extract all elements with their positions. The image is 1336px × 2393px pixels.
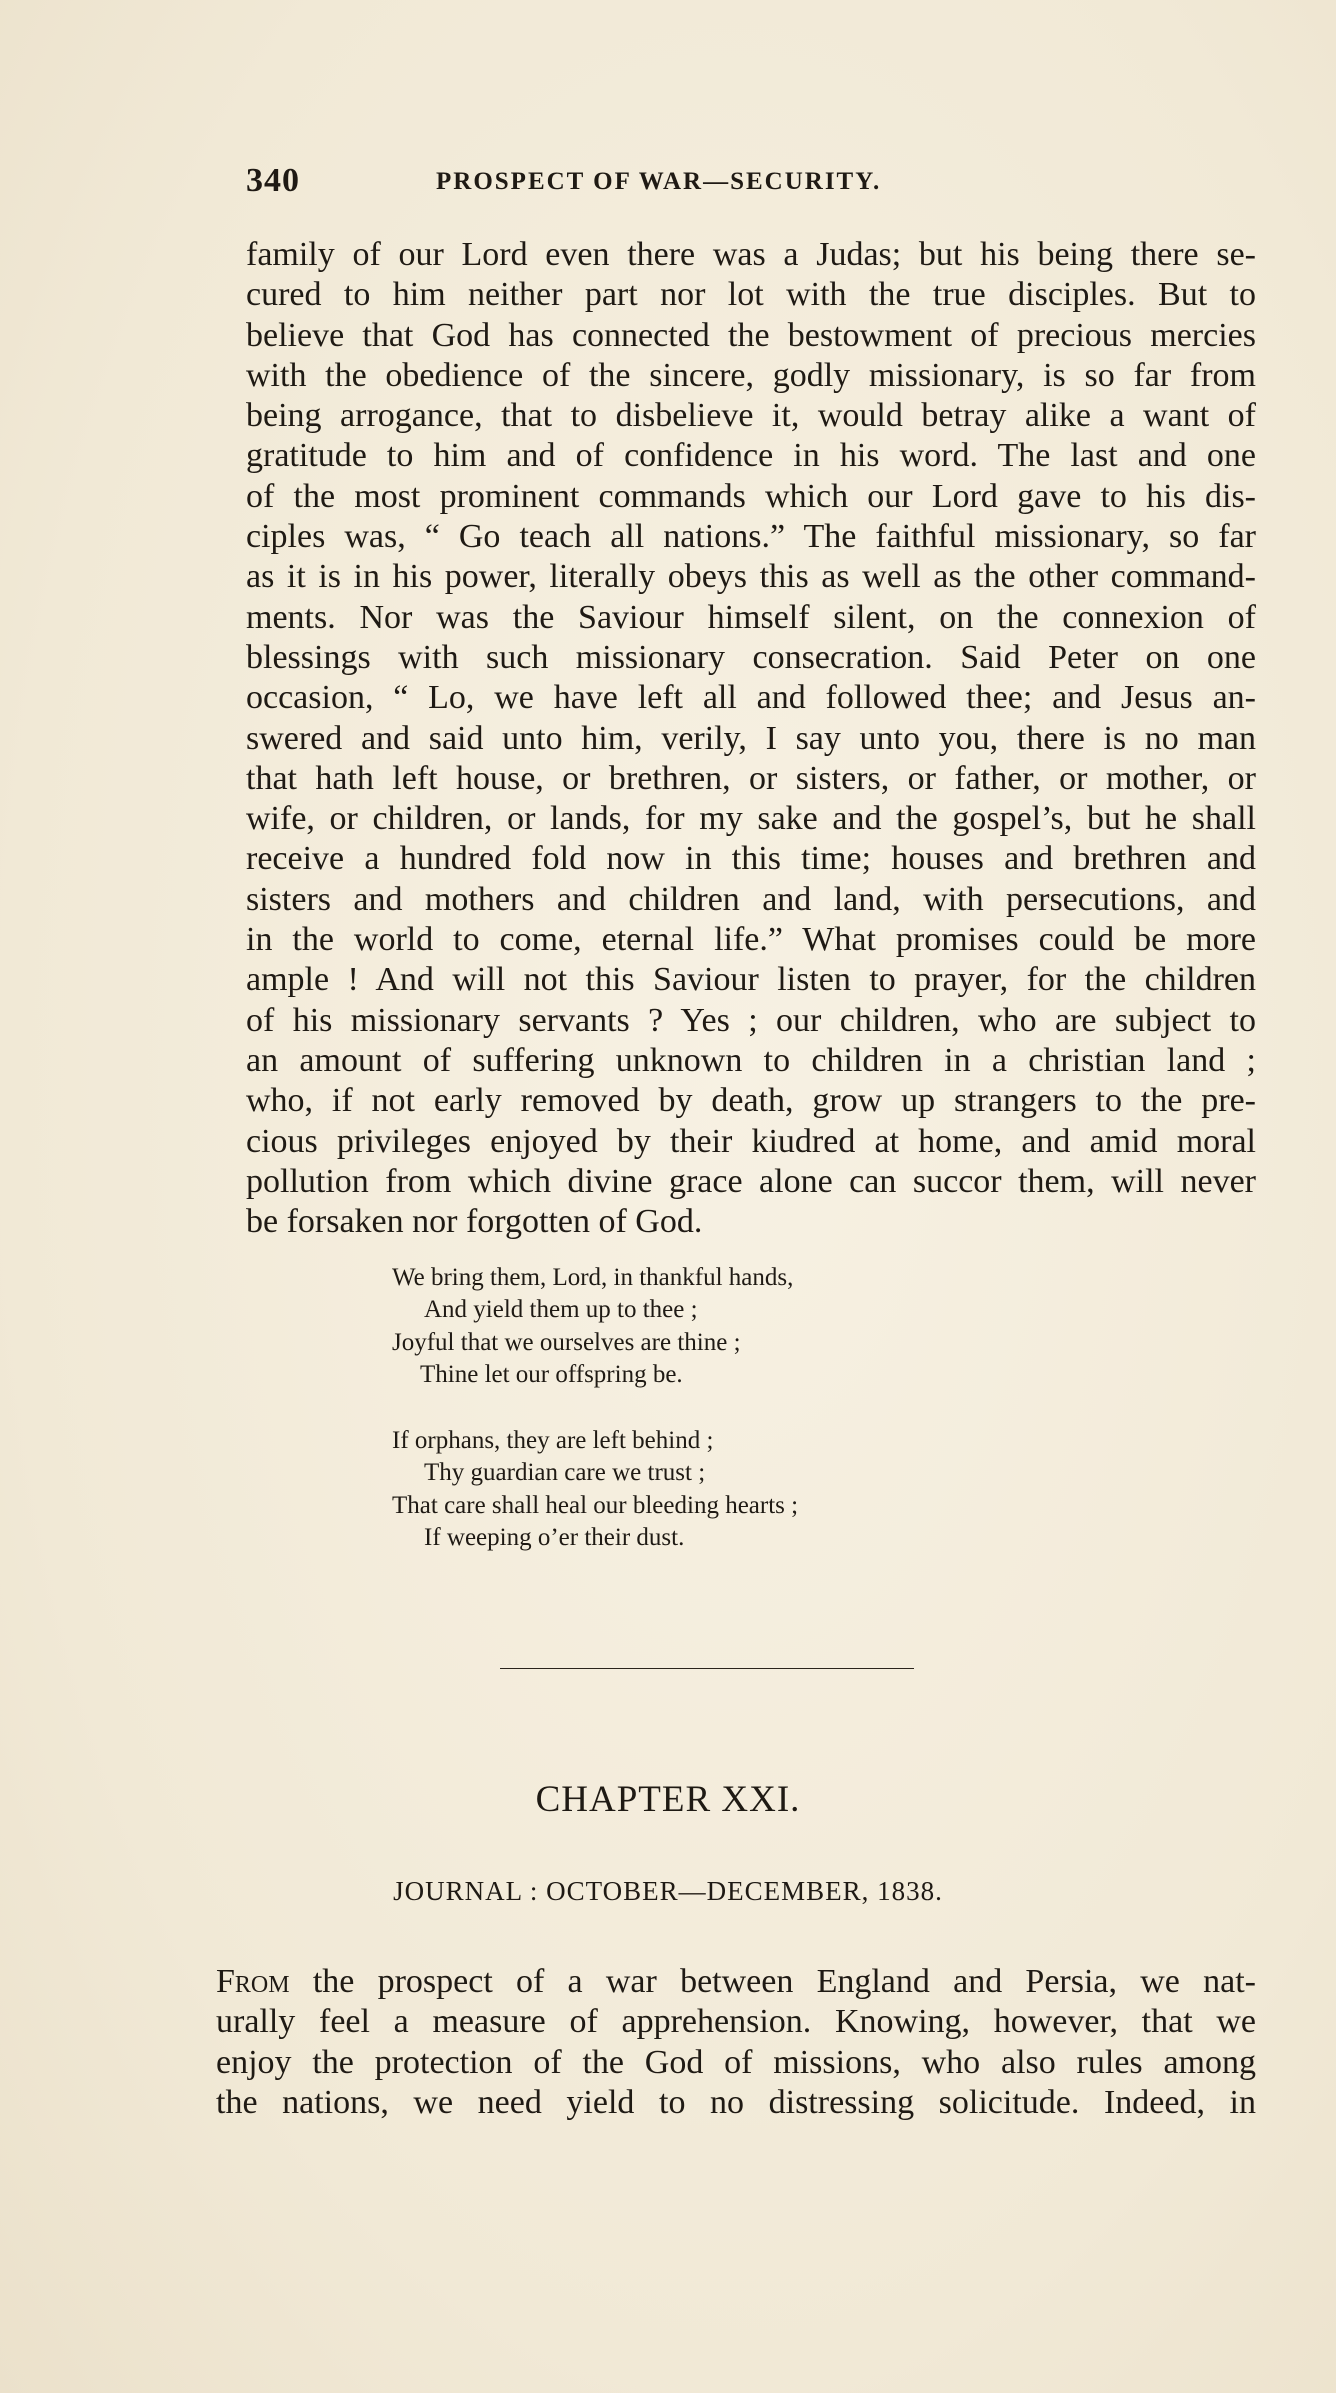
- text-line: swered and said unto him, verily, I say unto you, there is no man: [246, 719, 1256, 757]
- verse-line: And yield them up to thee ;: [424, 1296, 698, 1324]
- verse-line: Thy guardian care we trust ;: [424, 1459, 706, 1487]
- body-text: [246, 235, 1256, 1242]
- text-line: of his missionary servants ? Yes ; our children, who are subject to: [246, 1001, 1256, 1039]
- text-line: of the most prominent commands which our Lord gave to his dis-: [246, 477, 1256, 515]
- text-line: with the obedience of the sincere, godly missionary, is so far from: [246, 356, 1256, 394]
- text-line: family of our Lord even there was a Judas; but his being there se-: [246, 236, 1256, 273]
- verse-line: Thine let our offspring be.: [420, 1360, 683, 1388]
- running-head: PROSPECT OF WAR—SECURITY.: [436, 168, 882, 195]
- text-line: believe that God has connected the bestowment of precious mercies: [246, 316, 1256, 354]
- text-line: blessings with such missionary consecration. Said Peter on one: [246, 638, 1256, 676]
- verse-line: If weeping o’er their dust.: [424, 1524, 685, 1552]
- text-line: cious privileges enjoyed by their kiudred at home, and amid moral: [246, 1122, 1256, 1160]
- verse-line: That care shall heal our bleeding hearts ;: [392, 1491, 799, 1519]
- verse-line: We bring them, Lord, in thankful hands,: [392, 1264, 794, 1291]
- text-line: enjoy the protection of the God of missions, who also rules among: [216, 2043, 1256, 2081]
- chapter-title: CHAPTER XXI.: [535, 1779, 801, 1820]
- text-line: sisters and mothers and children and land, with persecutions, and: [246, 880, 1256, 918]
- text-line: ciples was, “ Go teach all nations.” The faithful missionary, so far: [246, 518, 1256, 556]
- text-line: urally feel a measure of apprehension. Knowing, however, that we: [216, 2003, 1256, 2041]
- text-fragment: the prospect of a war between England and Persia, we nat-: [289, 1963, 1256, 2000]
- text-line: an amount of suffering unknown to children in a christian land ;: [246, 1041, 1256, 1079]
- text-line: pollution from which divine grace alone can succor them, will never: [246, 1162, 1256, 1200]
- chapter-body: [216, 1962, 1256, 2123]
- hymn-verse: [392, 1262, 992, 1588]
- text-line: gratitude to him and of confidence in his word. The last and one: [246, 437, 1256, 475]
- text-line: occasion, “ Lo, we have left all and followed thee; and Jesus an-: [246, 679, 1256, 717]
- text-line: that hath left house, or brethren, or sisters, or father, or mother, or: [246, 759, 1256, 797]
- chapter-subtitle: JOURNAL : OCTOBER—DECEMBER, 1838.: [393, 1876, 943, 1906]
- text-line: in the world to come, eternal life.” What promises could be more: [246, 921, 1256, 959]
- text-line: ample ! And will not this Saviour listen to prayer, for the children: [246, 961, 1256, 999]
- text-line: who, if not early removed by death, grow up strangers to the pre-: [246, 1082, 1256, 1120]
- text-line: cured to him neither part nor lot with the true disciples. But to: [246, 276, 1256, 314]
- opening-word: From: [216, 1963, 290, 2000]
- text-line: ments. Nor was the Saviour himself silent, on the connexion of: [246, 598, 1256, 636]
- section-divider: [500, 1668, 914, 1669]
- text-line: receive a hundred fold now in this time; houses and brethren and: [246, 840, 1256, 878]
- page-number: 340: [246, 162, 300, 199]
- text-line: the nations, we need yield to no distressing solicitude. Indeed, in: [216, 2083, 1256, 2121]
- text-line: wife, or children, or lands, for my sake and the gospel’s, but he shall: [246, 800, 1256, 838]
- text-line: being arrogance, that to disbelieve it, would betray alike a want of: [246, 397, 1256, 435]
- verse-line: If orphans, they are left behind ;: [392, 1427, 714, 1455]
- stanza: [392, 1425, 992, 1554]
- page-header: [246, 162, 1090, 202]
- stanza: [392, 1262, 992, 1391]
- text-line: be forsaken nor forgotten of God.: [246, 1203, 703, 1241]
- text-line: as it is in his power, literally obeys this as well as the other command-: [246, 558, 1256, 596]
- verse-line: Joyful that we ourselves are thine ;: [392, 1328, 741, 1356]
- text-line: [216, 1962, 1256, 2002]
